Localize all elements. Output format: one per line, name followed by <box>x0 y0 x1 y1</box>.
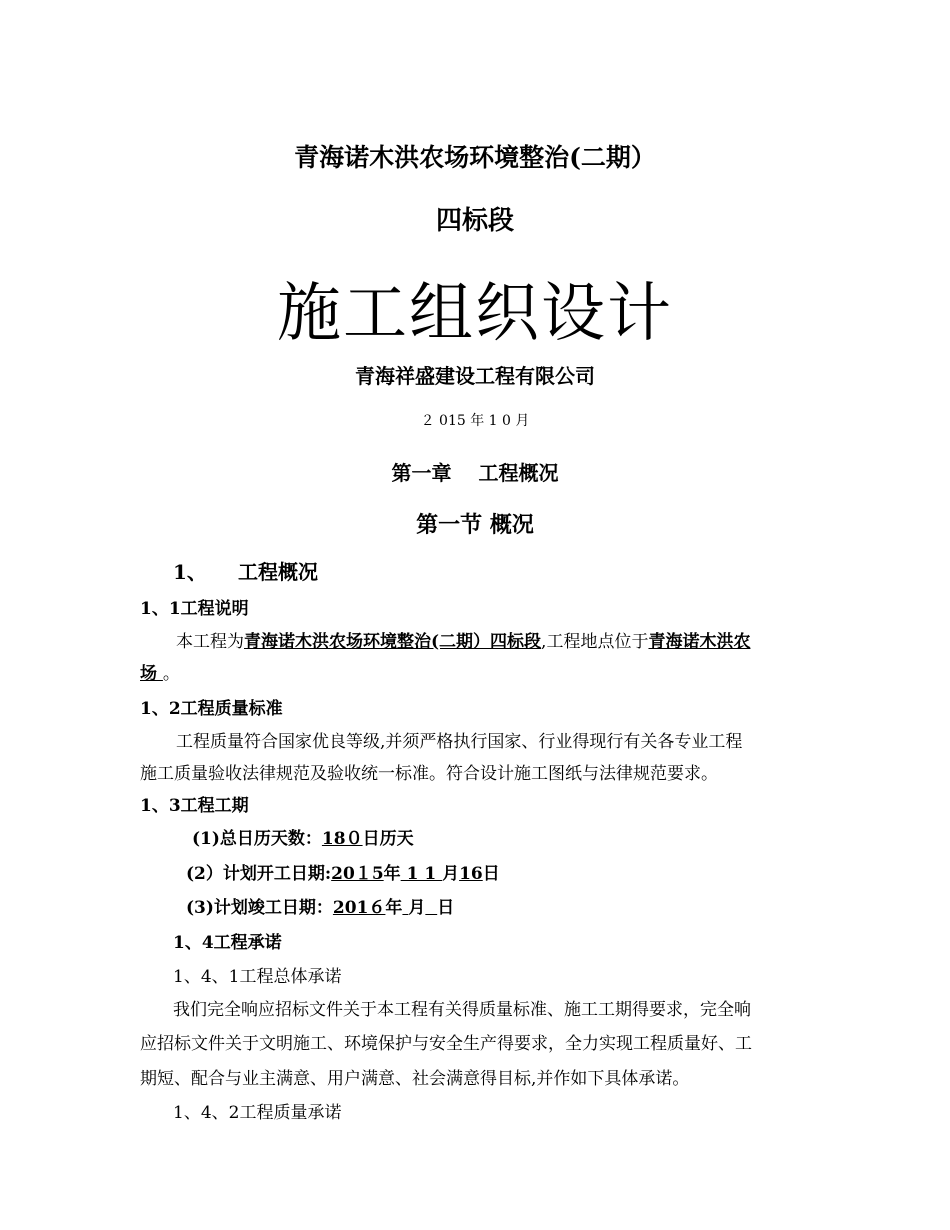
text: 日 <box>437 898 455 918</box>
cover-title-line2: 四标段 <box>435 206 514 236</box>
chapter-heading: 第一章 工程概况 <box>391 461 559 485</box>
text: (1)总日历天数： <box>192 829 322 849</box>
commitment-line3: 期短、配合与业主满意、用户满意、社会满意得目标,并作如下具体承诺。 <box>140 1069 690 1089</box>
subsection-1-4-2-heading: 1、4、2工程质量承诺 <box>173 1103 342 1123</box>
subsection-1-1-heading: 1、1工程说明 <box>140 599 249 619</box>
end-date-line <box>186 893 454 918</box>
subsection-1-2-line1: 工程质量符合国家优良等级,并须严格执行国家、行业得现行有关各专业工程 <box>176 732 743 752</box>
item1-number: 1、 <box>173 560 207 584</box>
cover-title-line1: 青海诺木洪农场环境整治(二期） <box>294 143 656 172</box>
text: 本工程为 <box>176 632 244 652</box>
text: 日 <box>482 864 500 884</box>
cover-date: ２ 015 年 1 0 月 <box>420 413 530 429</box>
subsection-1-1-paragraph-line2 <box>140 659 180 684</box>
end-day-blank <box>425 898 437 918</box>
text: (2）计划开工日期: <box>186 864 332 884</box>
project-location-cont: 场 <box>140 664 163 684</box>
text: ,工程地点位于 <box>541 632 649 652</box>
text: 日历天 <box>362 829 414 849</box>
text: (3)计划竣工日期： <box>186 898 333 918</box>
item1-title: 工程概况 <box>238 560 318 584</box>
section-heading: 第一节 概况 <box>416 512 534 538</box>
subsection-1-4-1-heading: 1、4、1工程总体承诺 <box>173 967 342 987</box>
project-name: 青海诺木洪农场环境整治(二期）四标段 <box>244 632 542 652</box>
end-year: 201６ <box>332 898 386 918</box>
text: 年 <box>385 898 403 918</box>
start-year: 20１5 <box>331 864 384 884</box>
text: 月 <box>442 864 460 884</box>
subsection-1-3-heading: 1、3工程工期 <box>140 796 249 816</box>
text: 。 <box>162 664 180 684</box>
total-days-value: 18０ <box>321 829 363 849</box>
cover-company: 青海祥盛建设工程有限公司 <box>355 364 595 388</box>
commitment-line1: 我们完全响应招标文件关于本工程有关得质量标准、施工工期得要求，完全响 <box>173 1000 751 1020</box>
text: 月 <box>408 898 426 918</box>
project-location: 青海诺木洪农 <box>648 632 751 652</box>
text: 年 <box>383 864 401 884</box>
subsection-1-2-line2: 施工质量验收法律规范及验收统一标准。符合设计施工图纸与法律规范要求。 <box>140 764 718 784</box>
subsection-1-1-paragraph-line1 <box>176 627 750 652</box>
cover-main-title: 施工组织设计 <box>277 277 673 351</box>
subsection-1-2-heading: 1、2工程质量标准 <box>140 699 283 719</box>
start-month: 1 1 <box>400 864 443 884</box>
subsection-1-4-heading: 1、4工程承诺 <box>173 933 282 953</box>
start-date-line <box>186 859 500 884</box>
commitment-line2: 应招标文件关于文明施工、环境保护与安全生产得要求，全力实现工程质量好、工 <box>140 1034 752 1054</box>
total-days-line <box>192 824 414 849</box>
start-day: 16 <box>459 864 483 884</box>
